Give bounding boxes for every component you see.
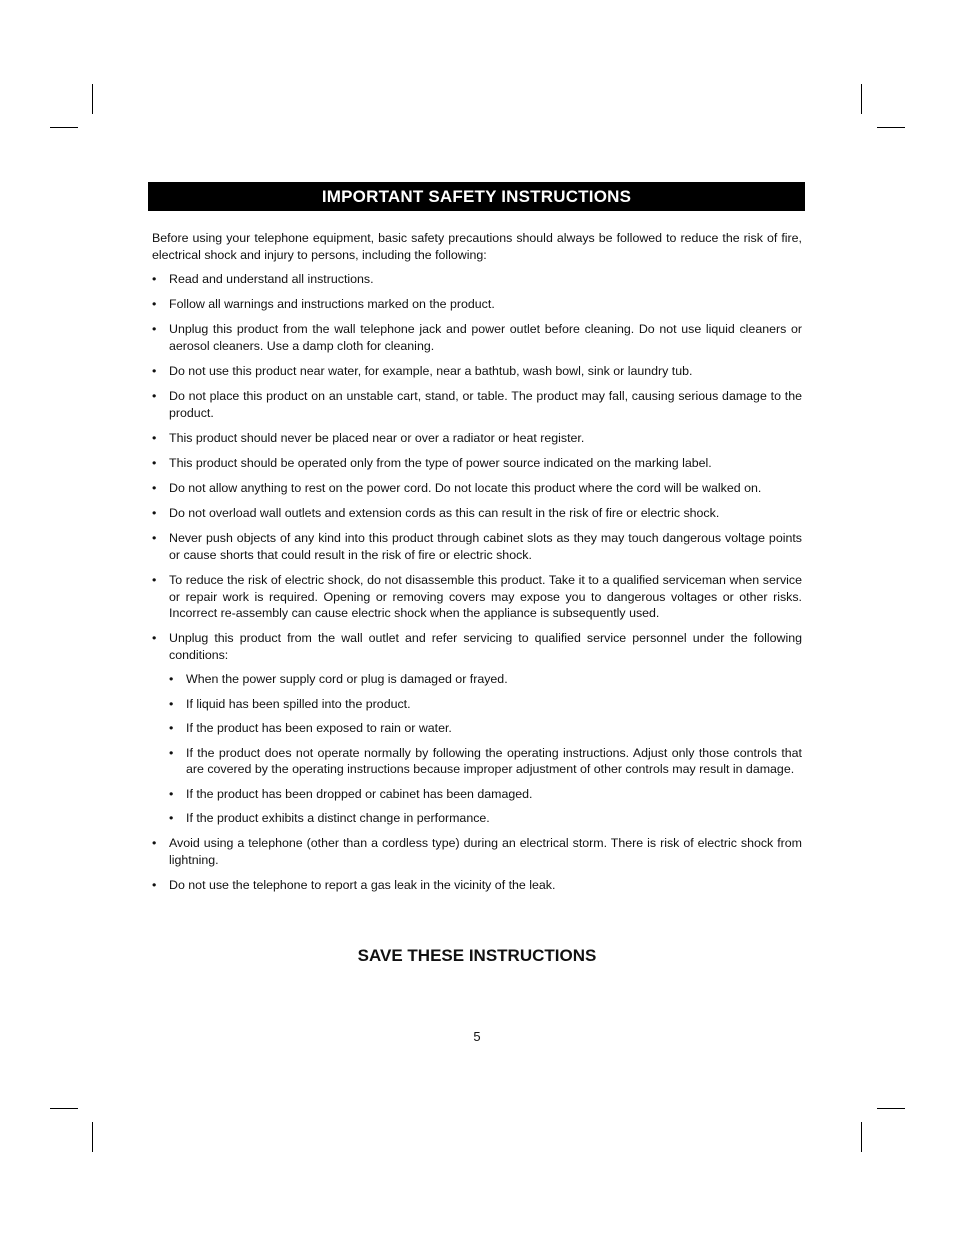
- condition-item: [169, 810, 802, 827]
- bullet-icon: •: [152, 364, 157, 379]
- list-item: [152, 530, 802, 563]
- list-item-text: This product should be operated only from the type of power source indicated on the marking label.: [169, 455, 712, 470]
- safety-list: [152, 271, 802, 893]
- list-item-text: Unplug this product from the wall telephone jack and power outlet before cleaning. Do not use liquid cleaners or aerosol cleaners. Use a damp cloth for cleaning.: [169, 322, 802, 353]
- list-item: [152, 321, 802, 354]
- list-item: [152, 572, 802, 622]
- list-item-text: This product should never be placed near or over a radiator or heat register.: [169, 430, 585, 445]
- bullet-icon: •: [169, 810, 174, 825]
- list-item-text: Read and understand all instructions.: [169, 272, 374, 287]
- condition-item: [169, 745, 802, 778]
- list-item: [152, 271, 802, 288]
- list-item-text: Never push objects of any kind into this product through cabinet slots as they may touch dangerous voltage points or cause shorts that could result in the risk of fire or electric shock.: [169, 531, 802, 562]
- list-item: [152, 296, 802, 313]
- crop-mark-top-left-vertical: [92, 84, 93, 114]
- bullet-icon: •: [152, 455, 157, 470]
- crop-mark-bottom-right-horizontal: [877, 1108, 905, 1109]
- condition-item-text: If the product does not operate normally by following the operating instructions. Adjust only those controls that are covered by the operating instructions because improper adjustment of other controls may result in damage.: [186, 745, 802, 777]
- bullet-icon: •: [169, 696, 174, 711]
- bullet-icon: •: [152, 272, 157, 287]
- bullet-icon: •: [169, 786, 174, 801]
- condition-item-text: If the product exhibits a distinct change in performance.: [186, 810, 490, 825]
- list-item-text: Avoid using a telephone (other than a cordless type) during an electrical storm. There is risk of electric shock from lightning.: [169, 836, 802, 867]
- bullet-icon: •: [152, 506, 157, 521]
- list-item: [152, 480, 802, 497]
- page-number: 5: [473, 1029, 481, 1044]
- condition-item-text: If liquid has been spilled into the product.: [186, 696, 411, 711]
- list-item: [152, 630, 802, 826]
- list-item-text: Do not place this product on an unstable cart, stand, or table. The product may fall, causing serious damage to the product.: [169, 389, 802, 420]
- bullet-icon: •: [152, 430, 157, 445]
- condition-item: [169, 696, 802, 713]
- condition-item-text: When the power supply cord or plug is damaged or frayed.: [186, 672, 508, 687]
- list-item: [152, 877, 802, 894]
- bullet-icon: •: [152, 572, 157, 587]
- crop-mark-top-left-horizontal: [50, 127, 78, 128]
- bullet-icon: •: [152, 531, 157, 546]
- list-item: [152, 835, 802, 868]
- bullet-icon: •: [152, 322, 157, 337]
- list-item: [152, 388, 802, 421]
- bullet-icon: •: [169, 745, 174, 760]
- safety-content: [152, 230, 802, 902]
- bullet-icon: •: [169, 721, 174, 736]
- list-item-text: Do not overload wall outlets and extension cords as this can result in the risk of fire or electric shock.: [169, 506, 720, 521]
- page-title: IMPORTANT SAFETY INSTRUCTIONS: [148, 182, 805, 211]
- crop-mark-bottom-left-vertical: [92, 1122, 93, 1152]
- condition-item: [169, 720, 802, 737]
- bullet-icon: •: [152, 297, 157, 312]
- list-item-text: Unplug this product from the wall outlet and refer servicing to qualified service personnel under the following conditions:: [169, 631, 802, 662]
- bullet-icon: •: [152, 836, 157, 851]
- crop-mark-top-right-vertical: [861, 84, 862, 114]
- condition-item-text: If the product has been exposed to rain or water.: [186, 721, 452, 736]
- bullet-icon: •: [152, 631, 157, 646]
- condition-item: [169, 786, 802, 803]
- list-item-text: Do not use the telephone to report a gas leak in the vicinity of the leak.: [169, 877, 556, 892]
- save-instructions-heading: SAVE THESE INSTRUCTIONS: [357, 946, 597, 965]
- bullet-icon: •: [152, 389, 157, 404]
- conditions-list: [169, 671, 802, 826]
- list-item: [152, 505, 802, 522]
- bullet-icon: •: [169, 672, 174, 687]
- list-item: [152, 455, 802, 472]
- list-item-text: Do not allow anything to rest on the power cord. Do not locate this product where the cord will be walked on.: [169, 481, 762, 496]
- crop-mark-top-right-horizontal: [877, 127, 905, 128]
- list-item-text: Do not use this product near water, for example, near a bathtub, wash bowl, sink or laundry tub.: [169, 364, 693, 379]
- intro-paragraph: Before using your telephone equipment, basic safety precautions should always be followed to reduce the risk of fire, electrical shock and injury to persons, including the following:: [152, 231, 802, 262]
- list-item: [152, 430, 802, 447]
- bullet-icon: •: [152, 877, 157, 892]
- bullet-icon: •: [152, 481, 157, 496]
- list-item: [152, 363, 802, 380]
- list-item-text: Follow all warnings and instructions marked on the product.: [169, 297, 495, 312]
- crop-mark-bottom-left-horizontal: [50, 1108, 78, 1109]
- list-item-text: To reduce the risk of electric shock, do not disassemble this product. Take it to a qualified serviceman when service or repair work is required. Opening or removing covers may expose you to dangerous voltages or other risks. Incorrect re-assembly can cause electric shock when the appliance is subsequently used.: [169, 572, 802, 621]
- condition-item: [169, 671, 802, 688]
- condition-item-text: If the product has been dropped or cabinet has been damaged.: [186, 786, 533, 801]
- crop-mark-bottom-right-vertical: [861, 1122, 862, 1152]
